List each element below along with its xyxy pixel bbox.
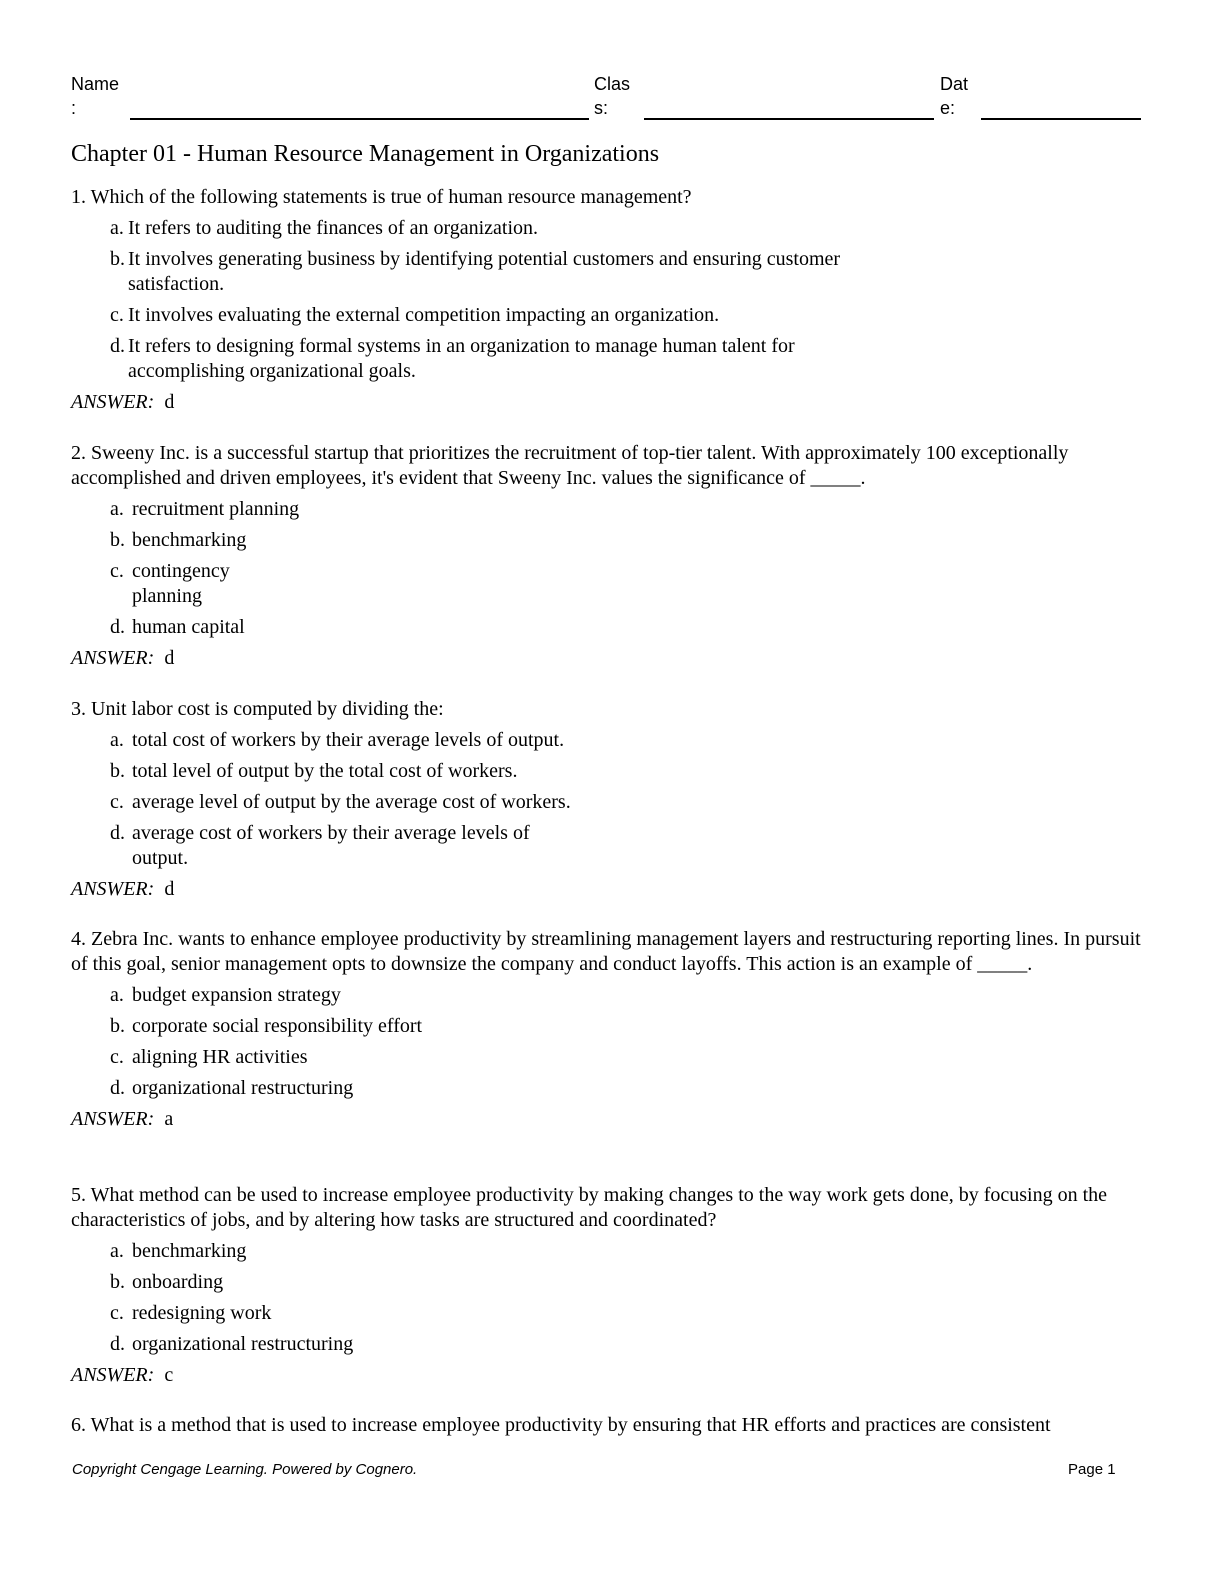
- chapter-title: Chapter 01 - Human Resource Management in Organizations: [71, 141, 660, 167]
- answer-line: [71, 1363, 1151, 1388]
- question-stem: 2. Sweeny Inc. is a successful startup that prioritizes the recruitment of top-tier talent. With approximately 100 exceptionally accomplished and driven employees, it's evident that Sweeny Inc. values the significance of _____.: [71, 442, 1069, 489]
- option-a: a. benchmarking: [110, 1240, 247, 1262]
- question-4: [71, 927, 1151, 1132]
- question-5: [71, 1183, 1151, 1388]
- option-c: c. average level of output by the average cost of workers.: [110, 791, 571, 813]
- answer-line: [71, 1107, 1151, 1132]
- option-c: c. redesigning work: [110, 1302, 272, 1324]
- answer-value: d: [164, 878, 175, 900]
- option-b: b. It involves generating business by identifying potential customers and ensuring customer satisfaction.: [110, 248, 841, 295]
- date-label: Dat: [940, 74, 969, 94]
- option-d: d. human capital: [110, 616, 245, 638]
- question-stem: 6. What is a method that is used to increase employee productivity by ensuring that HR efforts and practices are consistent: [71, 1414, 1051, 1436]
- question-stem: 5. What method can be used to increase employee productivity by making changes to the way work gets done, by focusing on the characteristics of jobs, and by altering how tasks are structured and coordinated?: [71, 1184, 1108, 1231]
- option-b: b. corporate social responsibility effort: [110, 1015, 423, 1037]
- option-d: d. organizational restructuring: [110, 1333, 354, 1355]
- answer-line: [71, 646, 1151, 671]
- option-b: b. onboarding: [110, 1271, 224, 1293]
- answer-label: ANSWER:: [71, 1364, 155, 1386]
- option-d: d. organizational restructuring: [110, 1077, 354, 1099]
- answer-label: ANSWER:: [71, 878, 155, 900]
- question-stem: 1. Which of the following statements is true of human resource management?: [71, 186, 692, 208]
- class-blank-line: [644, 118, 934, 120]
- option-a: a. It refers to auditing the finances of an organization.: [110, 217, 539, 239]
- answer-value: c: [164, 1364, 174, 1386]
- option-c: c. aligning HR activities: [110, 1046, 308, 1068]
- question-2: [71, 441, 1151, 671]
- option-b: b. benchmarking: [110, 529, 247, 551]
- option-d: d. It refers to designing formal systems in an organization to manage human talent for accomplishing organizational goals.: [110, 335, 795, 382]
- question-1: [71, 185, 1151, 415]
- answer-line: [71, 877, 1151, 902]
- answer-value: d: [164, 391, 175, 413]
- name-label-colon: :: [71, 98, 77, 118]
- answer-value: d: [164, 647, 175, 669]
- answer-value: a: [164, 1108, 174, 1130]
- question-stem: 4. Zebra Inc. wants to enhance employee productivity by streamlining management layers and restructuring reporting lines. In pursuit of this goal, senior management opts to downsize the company and conduct layoffs. This action is an example of _____.: [71, 928, 1141, 975]
- option-d: d. average cost of workers by their average levels of output.: [110, 822, 530, 869]
- class-label-suffix: s:: [594, 98, 609, 118]
- name-blank-line: [130, 118, 589, 120]
- question-3: [71, 697, 1151, 902]
- footer-copyright: Copyright Cengage Learning. Powered by Cognero.: [72, 1461, 418, 1478]
- answer-label: ANSWER:: [71, 391, 155, 413]
- option-a: a. total cost of workers by their average levels of output.: [110, 729, 565, 751]
- option-c: c. It involves evaluating the external competition impacting an organization.: [110, 304, 720, 326]
- option-a: a. recruitment planning: [110, 498, 300, 520]
- name-label: Name: [71, 74, 120, 94]
- class-label: Clas: [594, 74, 631, 94]
- answer-label: ANSWER:: [71, 1108, 155, 1130]
- option-c: c. contingency planning: [110, 560, 230, 607]
- footer-page-number: Page 1: [1068, 1461, 1116, 1478]
- answer-line: [71, 390, 1151, 415]
- date-label-suffix: e:: [940, 98, 956, 118]
- question-stem: 3. Unit labor cost is computed by dividing the:: [71, 698, 444, 720]
- option-a: a. budget expansion strategy: [110, 984, 341, 1006]
- date-blank-line: [981, 118, 1141, 120]
- answer-label: ANSWER:: [71, 647, 155, 669]
- option-b: b. total level of output by the total cost of workers.: [110, 760, 518, 782]
- question-6: [71, 1413, 1171, 1438]
